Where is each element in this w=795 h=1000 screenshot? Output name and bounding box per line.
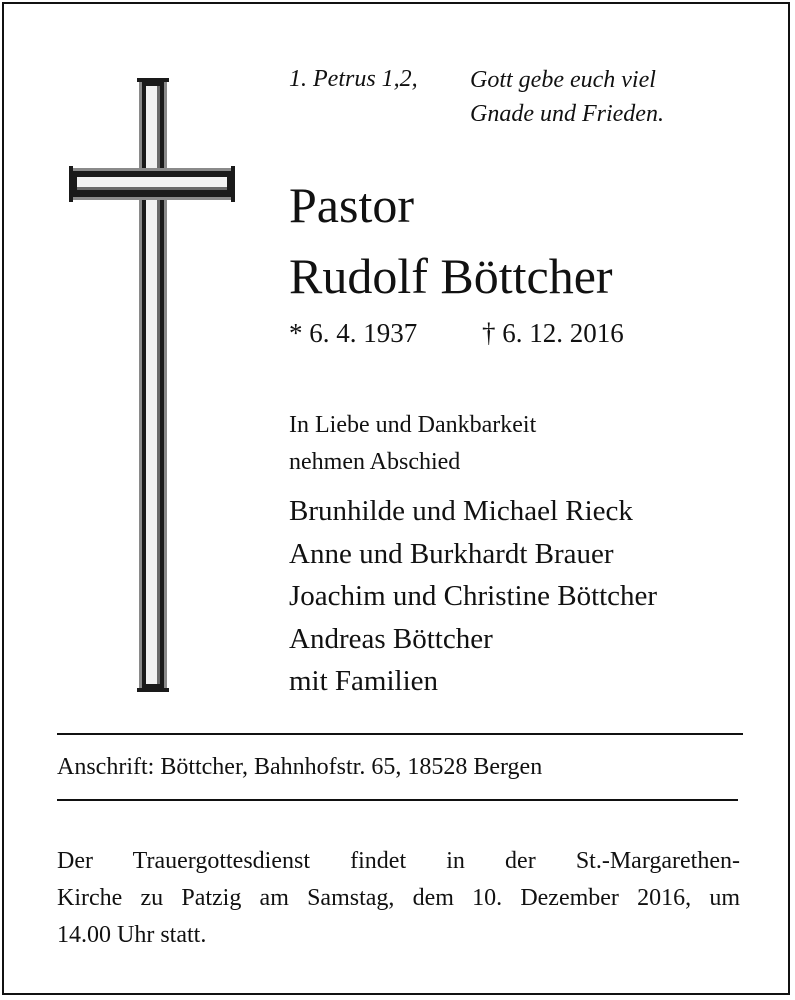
service-line: Kirche zu Patzig am Samstag, dem 10. Dezember 2016, um xyxy=(57,885,740,911)
deceased-title: Pastor xyxy=(289,177,414,233)
cross-icon xyxy=(69,78,235,692)
service-line: 14.00 Uhr statt. xyxy=(57,922,207,948)
verse-line: Gnade und Frieden. xyxy=(470,101,664,127)
verse-text xyxy=(470,63,664,131)
birth-date: * 6. 4. 1937 xyxy=(289,318,418,348)
death-date: † 6. 12. 2016 xyxy=(482,318,624,348)
farewell-line: In Liebe und Dankbarkeit xyxy=(289,412,537,438)
service-line: Der Trauergottesdienst findet in der St.-Margarethen- xyxy=(57,848,740,874)
divider xyxy=(57,733,743,735)
mourner-name: Andreas Böttcher xyxy=(289,622,493,655)
mourner-name: Brunhilde und Michael Rieck xyxy=(289,495,633,527)
mourner-name: Joachim und Christine Böttcher xyxy=(289,580,658,612)
verse-reference: 1. Petrus 1,2, xyxy=(289,66,418,92)
funeral-service-notice xyxy=(57,843,740,954)
address-line: Anschrift: Böttcher, Bahnhofstr. 65, 18528 Bergen xyxy=(57,754,543,780)
farewell-line: nehmen Abschied xyxy=(289,449,461,475)
verse-line: Gott gebe euch viel xyxy=(470,67,656,93)
mourner-name: mit Familien xyxy=(289,665,439,697)
deceased-name: Rudolf Böttcher xyxy=(289,248,613,304)
mourners-list xyxy=(289,490,657,703)
mourner-name: Anne und Burkhardt Brauer xyxy=(289,537,614,570)
farewell-text xyxy=(289,407,536,481)
divider xyxy=(57,799,738,801)
